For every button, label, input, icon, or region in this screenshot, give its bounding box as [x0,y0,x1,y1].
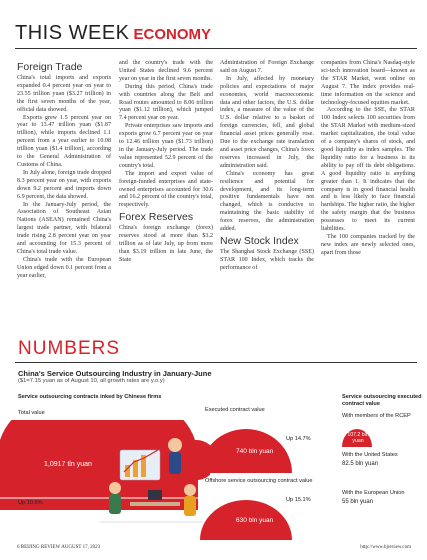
header-rule [15,48,417,49]
paragraph: China's trade with the European Union edged down 0.1 percent from a year earlier, [17,256,111,279]
offshore-value-label: Offshore service outsourcing contract value [205,478,313,484]
paragraph: China's total imports and exports expanded 0.4 percent year on year to 23.55 trillion yuan ($3.27 trillion) in the first seven months of the year, official data showed. [17,75,111,113]
us-label: With the United States [342,452,398,458]
paragraph: Private enterprises saw imports and exports grow 6.7 percent year on year to 12.46 trillion yuan ($1.73 trillion) in the January-July period. The trade value represented 52.9 percent of the country's total. [119,123,213,169]
header-title: THIS WEEK [15,22,130,44]
article-column-2 [119,60,213,265]
paragraph: The import and export value of foreign-funded enterprises and state-owned enterprises accounted for 30.6 and 16.2 percent of the country's total, respectively. [119,170,213,209]
paragraph: The Shanghai Stock Exchange (SSE) STAR 100 Index, which tracks the performance of [220,248,314,271]
article-column-4 [321,60,415,258]
rcep-label: With members of the RCEP [342,413,411,419]
infographic-title: China's Service Outsourcing Industry in January-June [18,369,212,378]
infographic-subtitle: ($1=7.15 yuan as of August 10, all growth rates are y.o.y) [18,378,165,384]
offshore-value-graphic [198,487,298,542]
paragraph: Administration of Foreign Exchange said on August 7. [220,60,314,74]
header-section: ECONOMY [133,26,212,43]
foreign-trade-heading: Foreign Trade [17,61,83,73]
paragraph: companies from China's Nasdaq-style sci-tech innovation board—known as the STAR Market, went online on August 7. The index provides real-time information on the science and technology-focused equities market. [321,60,415,106]
paragraph: During this period, China's trade with countries along the Belt and Road routes amounted to 8.06 trillion yuan ($1.12 trillion), which jumped 7.4 percent year on year. [119,83,213,122]
partner-breakdown-heading: Service outsourcing executed contract value [342,394,422,407]
executed-growth: Up 14.7% [286,436,311,442]
offshore-growth: Up 15.1% [286,497,311,503]
total-value-label: Total value [18,410,45,416]
executed-value-graphic [198,415,298,475]
contracts-heading: Service outsourcing contracts inked by Chinese firms [18,394,162,400]
business-people-illustration [100,410,210,530]
total-growth: Up 10.6% [18,500,43,506]
eu-label: With the European Union [342,490,405,496]
new-stock-index-heading: New Stock Index [220,234,299,247]
article-column-3 [220,60,314,273]
numbers-rule [15,362,417,363]
article-column-1 [17,60,111,281]
paragraph: The 100 companies tracked by the new index are newly selected ones, apart from those [321,233,415,256]
total-value-number: 1,0917 tln yuan [44,461,92,468]
footer-url: http://www.bjreview.com [360,545,411,550]
executed-value-label: Executed contract value [205,407,265,413]
paragraph: China's foreign exchange (forex) reserves stood at more than $3.2 trillion as of late July, up from more than $3.19 trillion in late June, the State [119,225,213,263]
executed-value-number: 740 bln yuan [236,448,274,455]
numbers-section-title: NUMBERS [18,338,121,359]
rcep-value: 107.2 bln yuan [347,432,369,444]
footer-left: 6 BEIJING REVIEW AUGUST 17, 2023 [17,545,101,550]
paragraph: Exports grew 1.5 percent year on year to 13.47 trillion yuan ($1.87 trillion), while imports declined 1.1 percent from a year earlier to 10.08 trillion yuan ($1.4 trillion), according to the General Administration of Customs of China. [17,114,111,168]
us-value: 82.5 bln yuan [342,461,379,467]
paragraph: According to the SSE, the STAR 100 Index selects 100 securities from the STAR Market with medium-sized market capitalization, the total value of a company's shares of stock, and good liquidity as index samples. The liquidity ratio for a business is its ability to pay off its debt obligations. A good liquidity ratio is anything greater than 1. It indicates that the company is in good financial health and is less likely to face financial hardships. The higher ratio, the higher the safety margin that the business possesses to meet its current liabilities. [321,107,415,233]
paragraph: China's economy has great resilience and potential for development, and its long-term positive fundamentals have not changed, which is conducive to maintaining the basic stability of forex reserves, the administration added. [220,170,314,233]
paragraph: In the January-July period, the Association of Southeast Asian Nations (ASEAN) remained China's largest trade partner, with bilateral trade rising 2.8 percent year on year and accounting for 15.3 percent of China's total trade value. [17,201,111,255]
eu-value: 55 bln yuan [342,499,374,505]
paragraph: In July alone, foreign trade dropped 8.3 percent year on year, with exports down 9.2 percent and imports down 6.9 percent, the data showed. [17,169,111,200]
paragraph: and the country's trade with the United States declined 9.6 percent year on year in the first seven months. [119,60,213,82]
page-header [15,22,417,48]
paragraph: In July, affected by monetary policies and expectations of major economies, world macroeconomic data and other factors, the U.S. dollar index, a measure of the value of the U.S. dollar relative to a basket of foreign currencies, fell, and global financial asset prices generally rose. Due to the exchange rate translation and asset price changes, China's forex reserves increased in July, the administration said. [220,75,314,169]
forex-reserves-heading: Forex Reserves [119,211,194,224]
offshore-value-number: 630 bln yuan [236,517,274,524]
